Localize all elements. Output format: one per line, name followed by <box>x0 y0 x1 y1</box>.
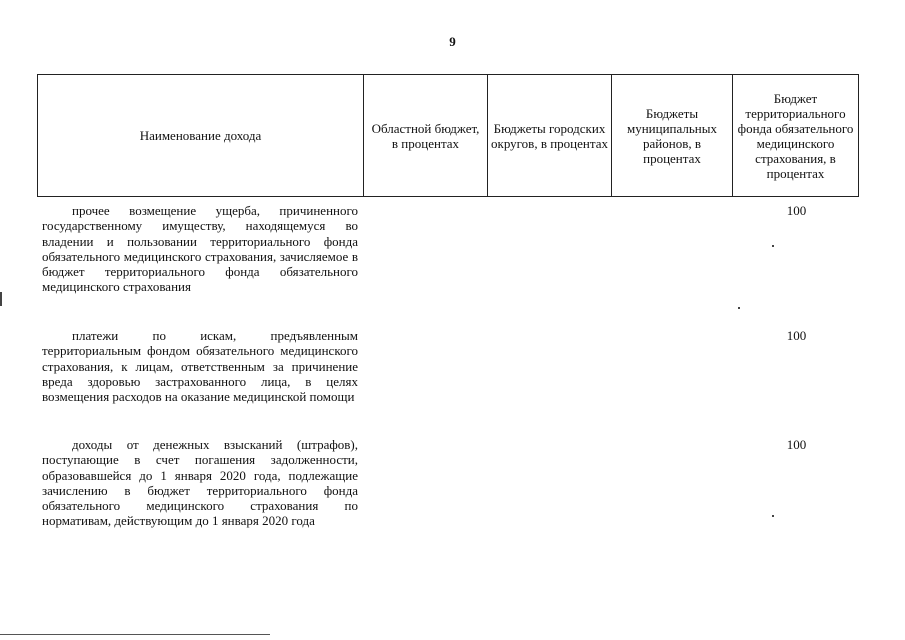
table-row-3-name <box>42 437 358 529</box>
income-table-header <box>37 74 859 197</box>
table-row-2-tfoms-value: 100 <box>786 328 807 343</box>
scan-speck <box>772 245 774 247</box>
income-name-text: доходы от денежных взысканий (штрафов), поступающие в счет погашения задолженности, образовавшейся до 1 января 2020 года, подлежащие зачислению в бюджет территориального фонда обязательного медицинского страхования по нормативам, действующим до 1 января 2020 года <box>42 437 358 529</box>
income-name-text: платежи по искам, предъявленным территориальным фондом обязательного медицинского страхования, к лицам, ответственным за причинение вреда здоровью застрахованного лица, в целях возмещения расходов на оказание медицинской помощи <box>42 328 358 405</box>
header-income-name: Наименование дохода <box>38 75 364 197</box>
header-row <box>38 75 859 197</box>
header-tfoms-budget: Бюджет территориального фонда обязательного медицинского страхования, в процентах <box>733 75 859 197</box>
income-name-text: прочее возмещение ущерба, причиненного государственному имуществу, находящемуся во владении и пользовании территориального фонда обязательного медицинского страхования, зачисляемое в бюджет территориального фонда обязательного медицинского страхования <box>42 203 358 295</box>
scan-speck <box>738 307 740 309</box>
table-row-1-name <box>42 203 358 295</box>
table-row-2-name <box>42 328 358 404</box>
table-row-1-tfoms-value: 100 <box>786 203 807 218</box>
header-city-districts-budget: Бюджеты городских округов, в процентах <box>488 75 612 197</box>
scan-speck <box>772 515 774 517</box>
scan-edge-mark <box>0 292 2 306</box>
table-row-3-tfoms-value: 100 <box>786 437 807 452</box>
page-number: 9 <box>449 34 456 49</box>
scan-bottom-edge <box>0 634 270 635</box>
header-regional-budget: Областной бюджет, в процентах <box>364 75 488 197</box>
header-municipal-districts-budget: Бюджеты муниципальных районов, в процентах <box>612 75 733 197</box>
